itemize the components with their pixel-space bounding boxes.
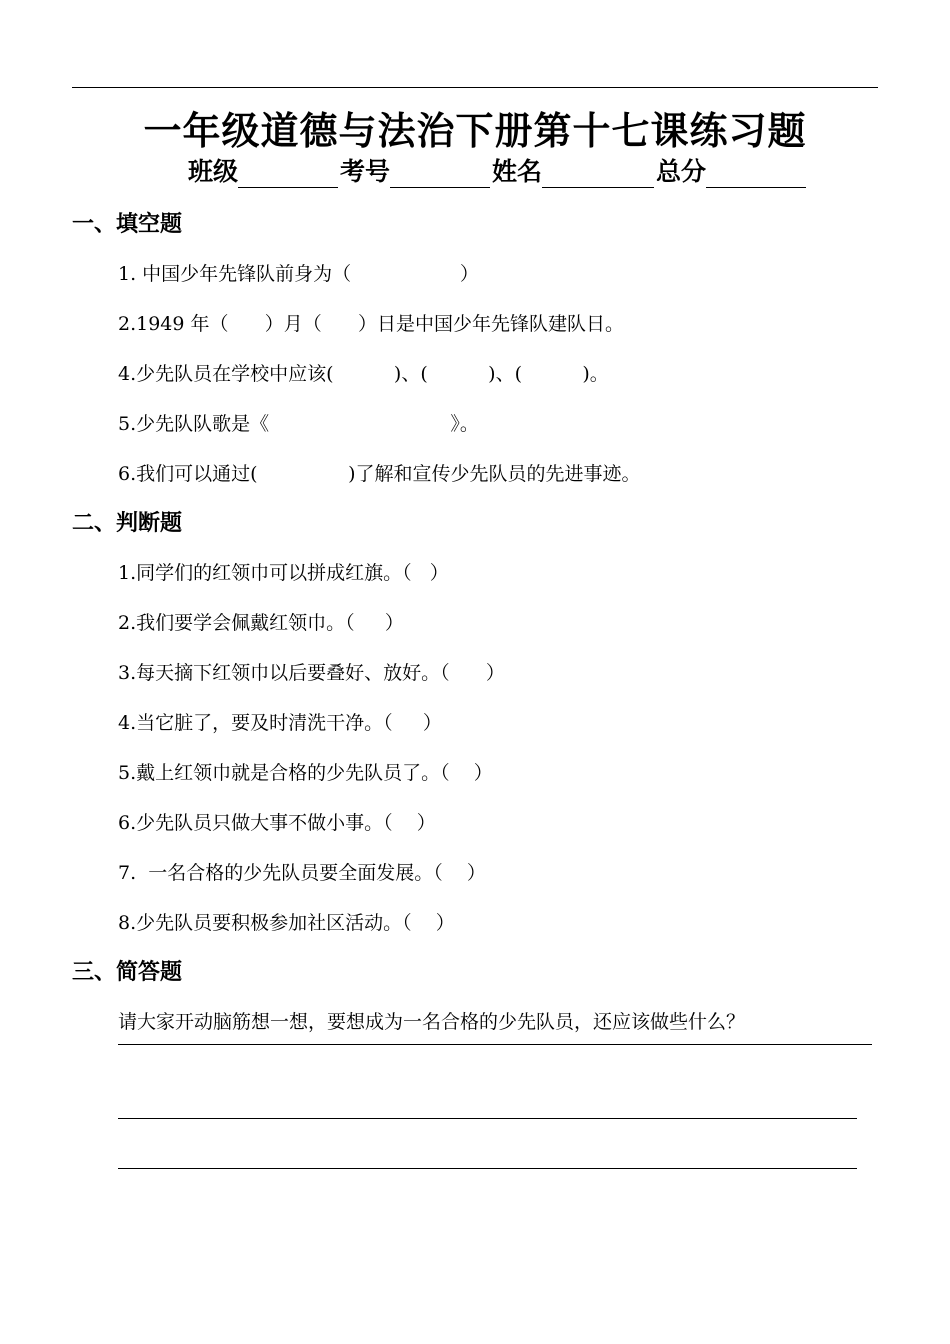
judge-question-7: 7. 一名合格的少先队员要全面发展。（ ）	[118, 862, 486, 884]
number-field	[340, 152, 492, 188]
answer-line-3[interactable]	[118, 1168, 857, 1169]
answer-line-1[interactable]	[118, 1044, 872, 1045]
name-blank[interactable]	[542, 159, 654, 188]
student-info-row	[188, 152, 808, 188]
fill-question-4: 4.少先队员在学校中应该( )、( )、( )。	[118, 363, 609, 385]
class-blank[interactable]	[238, 159, 338, 188]
section-short-heading: 三、简答题	[72, 960, 183, 985]
class-label: 班级	[188, 157, 239, 186]
score-field	[656, 152, 808, 188]
top-rule	[72, 87, 878, 88]
answer-line-2[interactable]	[118, 1118, 857, 1119]
short-answer-question: 请大家开动脑筋想一想，要想成为一名合格的少先队员，还应该做些什么？	[118, 1011, 746, 1033]
fill-question-1: 1. 中国少年先锋队前身为（ ）	[118, 263, 479, 285]
section-fill-heading: 一、填空题	[72, 212, 183, 237]
page-title: 一年级道德与法治下册第十七课练习题	[143, 109, 807, 153]
class-field	[188, 152, 340, 188]
section-judge-heading: 二、判断题	[72, 511, 183, 536]
judge-question-1: 1.同学们的红领巾可以拼成红旗。（ ）	[118, 562, 449, 584]
score-blank[interactable]	[706, 159, 806, 188]
judge-question-4: 4.当它脏了，要及时清洗干净。（ ）	[118, 712, 442, 734]
score-label: 总分	[656, 157, 707, 186]
fill-question-5: 5.少先队队歌是《 》。	[118, 413, 479, 435]
judge-question-6: 6.少先队员只做大事不做小事。（ ）	[118, 812, 436, 834]
fill-question-6: 6.我们可以通过( )了解和宣传少先队员的先进事迹。	[118, 463, 641, 485]
name-label: 姓名	[492, 157, 543, 186]
judge-question-8: 8.少先队员要积极参加社区活动。（ ）	[118, 912, 455, 934]
judge-question-5: 5.戴上红领巾就是合格的少先队员了。（ ）	[118, 762, 493, 784]
name-field	[492, 152, 656, 188]
fill-question-2: 2.1949 年（ ）月（ ）日是中国少年先锋队建队日。	[118, 313, 624, 335]
number-blank[interactable]	[390, 159, 490, 188]
judge-question-3: 3.每天摘下红领巾以后要叠好、放好。（ ）	[118, 662, 505, 684]
number-label: 考号	[340, 157, 391, 186]
judge-question-2: 2.我们要学会佩戴红领巾。（ ）	[118, 612, 404, 634]
